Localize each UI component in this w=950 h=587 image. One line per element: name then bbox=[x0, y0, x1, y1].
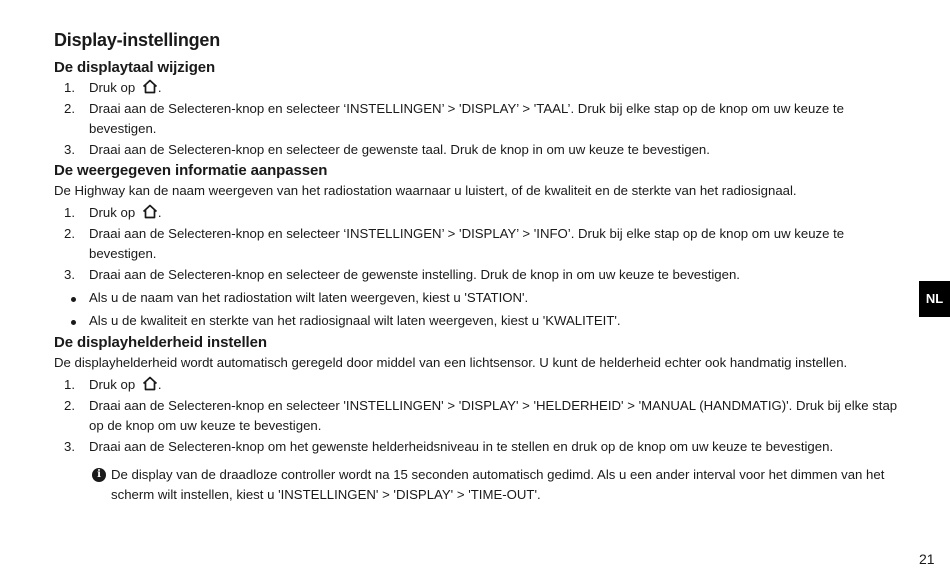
step-text: Draai aan de Selecteren-knop en selecteer ‘INSTELLINGEN’ > 'DISPLAY’ > 'TAAL’. Druk bij elke stap op de knop om uw keuze te bevestigen. bbox=[89, 101, 844, 136]
manual-page bbox=[54, 30, 914, 507]
home-icon bbox=[142, 376, 158, 391]
section-display-language bbox=[54, 59, 914, 160]
step-text: Draai aan de Selecteren-knop en selecteer 'INSTELLINGEN' > 'DISPLAY' > 'HELDERHEID' > 'MANUAL (HANDMATIG)'. Druk bij elke stap op de knop om uw keuze te bevestigen. bbox=[89, 398, 898, 433]
step-number: 1. bbox=[64, 80, 75, 95]
section-intro: De Highway kan de naam weergeven van het radiostation waarnaar u luistert, of de kwaliteit en de sterkte van het radiosignaal. bbox=[54, 183, 797, 198]
step-text: Draai aan de Selecteren-knop en selecteer ‘INSTELLINGEN’ > 'DISPLAY’ > 'INFO’. Druk bij elke stap op de knop om uw keuze te bevestigen. bbox=[89, 226, 845, 261]
bullet-item: Als u de naam van het radiostation wilt laten weergeven, kiest u 'STATION'. bbox=[54, 288, 914, 308]
language-tab: NL bbox=[919, 281, 950, 317]
step-number: 1. bbox=[64, 205, 75, 220]
section-display-brightness bbox=[54, 334, 914, 505]
home-icon bbox=[142, 79, 158, 94]
step-item bbox=[54, 78, 914, 98]
options-list bbox=[54, 288, 914, 331]
step-text: Druk op bbox=[89, 205, 136, 220]
page-number: 21 bbox=[919, 551, 935, 567]
step-text: Draai aan de Selecteren-knop en selecteer de gewenste taal. Druk de knop in om uw keuze te bevestigen. bbox=[89, 142, 710, 157]
info-icon: i bbox=[92, 468, 106, 482]
section-heading: De weergegeven informatie aanpassen bbox=[54, 162, 328, 179]
step-number: 2. bbox=[64, 226, 75, 241]
step-item bbox=[54, 396, 914, 436]
step-text: Druk op bbox=[89, 80, 136, 95]
step-text: Druk op bbox=[89, 377, 136, 392]
steps-list bbox=[54, 78, 914, 160]
step-text: Draai aan de Selecteren-knop om het gewenste helderheidsniveau in te stellen en druk op de knop om uw keuze te bevestigen. bbox=[89, 439, 834, 454]
step-item bbox=[54, 224, 914, 264]
step-item bbox=[54, 437, 914, 457]
step-text: Draai aan de Selecteren-knop en selecteer de gewenste instelling. Druk de knop in om uw keuze te bevestigen. bbox=[89, 267, 740, 282]
step-item bbox=[54, 99, 914, 139]
step-number: 3. bbox=[64, 267, 75, 282]
section-intro: De displayhelderheid wordt automatisch geregeld door middel van een lichtsensor. U kunt de helderheid echter ook handmatig instellen. bbox=[54, 355, 848, 370]
step-item bbox=[54, 265, 914, 331]
steps-list bbox=[54, 203, 914, 331]
step-text-end: . bbox=[157, 205, 162, 220]
bullet-item: Als u de kwaliteit en sterkte van het radiosignaal wilt laten weergeven, kiest u 'KWALITEIT'. bbox=[54, 311, 914, 331]
home-icon bbox=[142, 204, 158, 219]
step-number: 3. bbox=[64, 439, 75, 454]
steps-list bbox=[54, 375, 914, 457]
step-number: 1. bbox=[64, 377, 75, 392]
step-item bbox=[54, 375, 914, 395]
note-text: De display van de draadloze controller wordt na 15 seconden automatisch gedimd. Als u een ander interval voor het dimmen van het scherm wilt instellen, kiest u 'INSTELLINGEN' > 'DISPLAY' > 'TIME-OUT'. bbox=[111, 467, 885, 502]
step-item bbox=[54, 140, 914, 160]
section-heading: De displayhelderheid instellen bbox=[54, 334, 267, 351]
step-text-end: . bbox=[157, 80, 162, 95]
step-item bbox=[54, 203, 914, 223]
step-number: 2. bbox=[64, 101, 75, 116]
page-title: Display-instellingen bbox=[54, 30, 221, 50]
step-text-end: . bbox=[157, 377, 162, 392]
step-number: 2. bbox=[64, 398, 75, 413]
section-heading: De displaytaal wijzigen bbox=[54, 59, 216, 76]
info-note bbox=[54, 465, 914, 505]
section-displayed-info bbox=[54, 162, 914, 331]
step-number: 3. bbox=[64, 142, 75, 157]
